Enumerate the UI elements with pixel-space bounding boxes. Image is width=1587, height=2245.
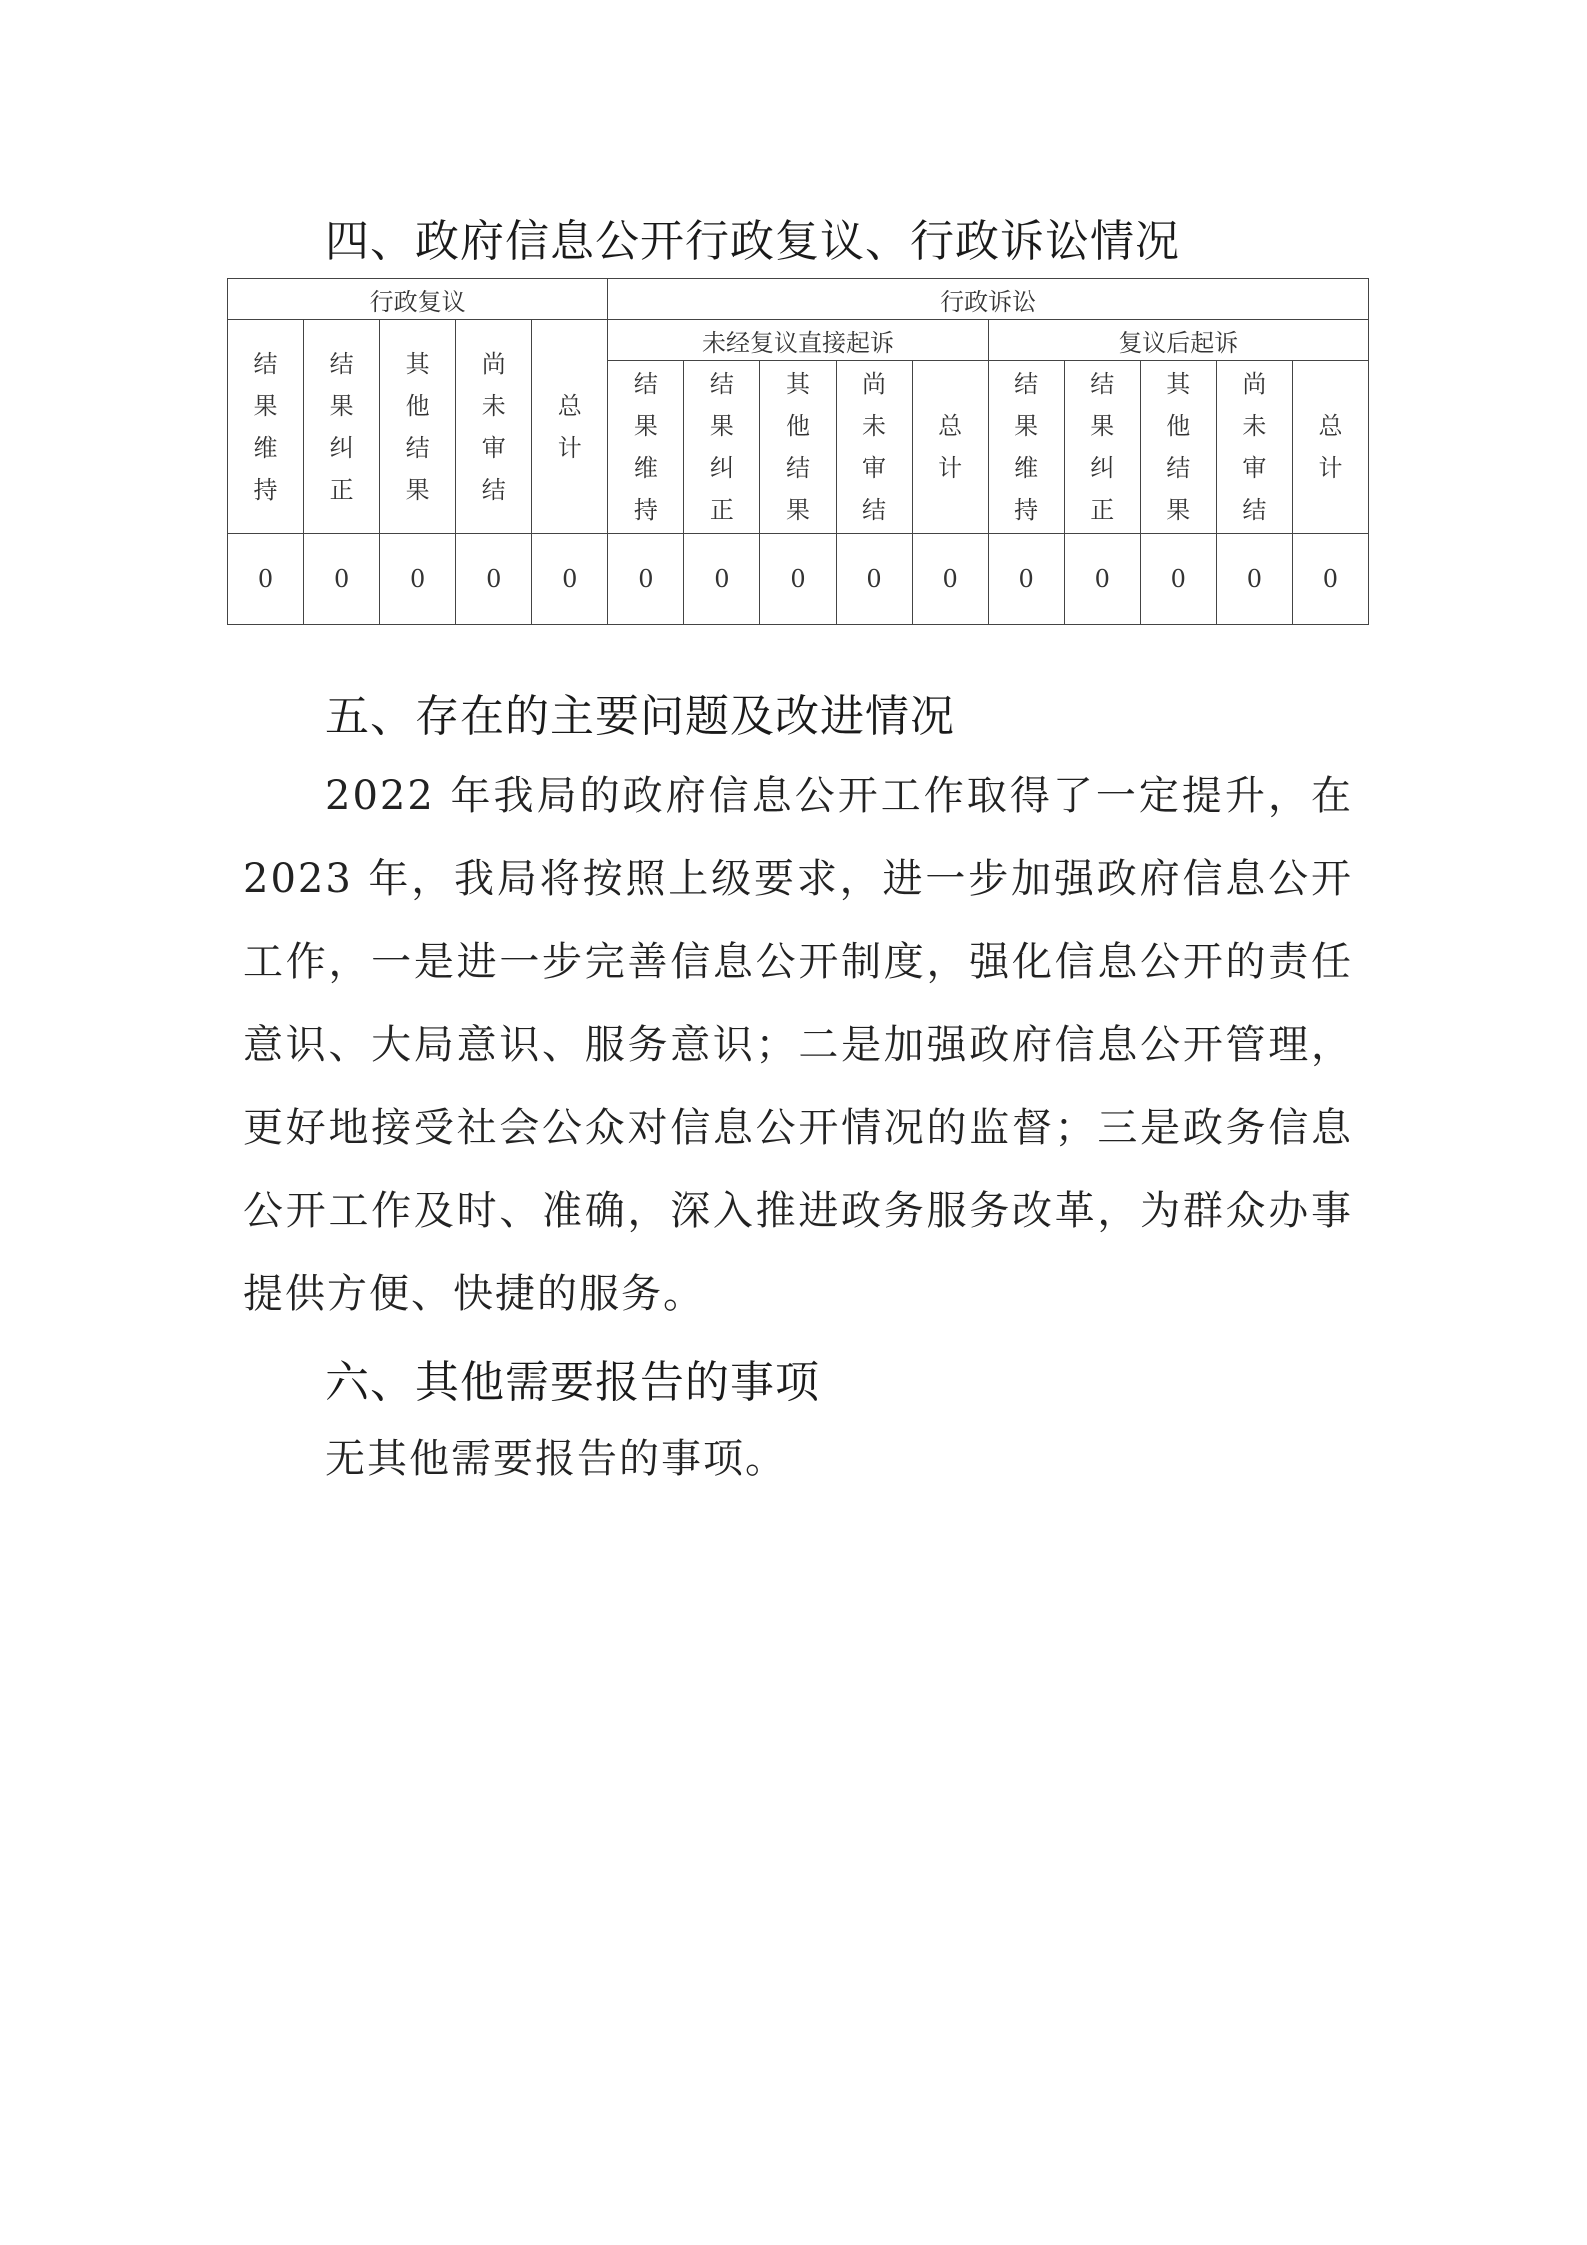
direct-col-other: 其他结果 — [760, 361, 836, 534]
direct-pending-value: 0 — [836, 534, 912, 625]
after-total-value: 0 — [1292, 534, 1368, 625]
review-corrected-value: 0 — [304, 534, 380, 625]
section-6-heading: 六、其他需要报告的事项 — [325, 1357, 820, 1408]
header-admin-review: 行政复议 — [228, 279, 608, 320]
review-col-total: 总计 — [532, 320, 608, 534]
review-litigation-table — [227, 278, 1369, 625]
header-direct-suit: 未经复议直接起诉 — [608, 320, 988, 361]
section-6-paragraph: 无其他需要报告的事项。 — [325, 1436, 787, 1482]
after-col-total: 总计 — [1292, 361, 1368, 534]
direct-maintained-value: 0 — [608, 534, 684, 625]
direct-col-corrected: 结果纠正 — [684, 361, 760, 534]
review-maintained-value: 0 — [228, 534, 304, 625]
review-col-maintained: 结果维持 — [228, 320, 304, 534]
review-pending-value: 0 — [456, 534, 532, 625]
after-corrected-value: 0 — [1064, 534, 1140, 625]
header-suit-after-review: 复议后起诉 — [988, 320, 1368, 361]
after-pending-value: 0 — [1216, 534, 1292, 625]
table-value-row — [228, 534, 1369, 625]
after-col-other: 其他结果 — [1140, 361, 1216, 534]
direct-total-value: 0 — [912, 534, 988, 625]
table-header-row-2 — [228, 320, 1369, 361]
table-header-row-1 — [228, 279, 1369, 320]
after-col-pending: 尚未审结 — [1216, 361, 1292, 534]
after-col-maintained: 结果维持 — [988, 361, 1064, 534]
direct-corrected-value: 0 — [684, 534, 760, 625]
after-maintained-value: 0 — [988, 534, 1064, 625]
after-other-value: 0 — [1140, 534, 1216, 625]
review-other-value: 0 — [380, 534, 456, 625]
section-4-heading: 四、政府信息公开行政复议、行政诉讼情况 — [325, 216, 1180, 267]
review-col-pending: 尚未审结 — [456, 320, 532, 534]
after-col-corrected: 结果纠正 — [1064, 361, 1140, 534]
header-admin-litigation: 行政诉讼 — [608, 279, 1369, 320]
review-col-corrected: 结果纠正 — [304, 320, 380, 534]
review-col-other: 其他结果 — [380, 320, 456, 534]
direct-col-pending: 尚未审结 — [836, 361, 912, 534]
section-5-paragraph: 2022 年我局的政府信息公开工作取得了一定提升，在 2023 年，我局将按照上级要求，进一步加强政府信息公开工作，一是进一步完善信息公开制度，强化信息公开的责任意识、大局意识、服务意识；二是加强政府信息公开管理，更好地接受社会公众对信息公开情况的监督；三是政务信息公开工作及时、准确，深入推进政务服务改革，为群众办事提供方便、快捷的服务。 — [243, 773, 1353, 1317]
review-total-value: 0 — [532, 534, 608, 625]
direct-col-maintained: 结果维持 — [608, 361, 684, 534]
direct-other-value: 0 — [760, 534, 836, 625]
direct-col-total: 总计 — [912, 361, 988, 534]
section-5-heading: 五、存在的主要问题及改进情况 — [325, 691, 955, 742]
